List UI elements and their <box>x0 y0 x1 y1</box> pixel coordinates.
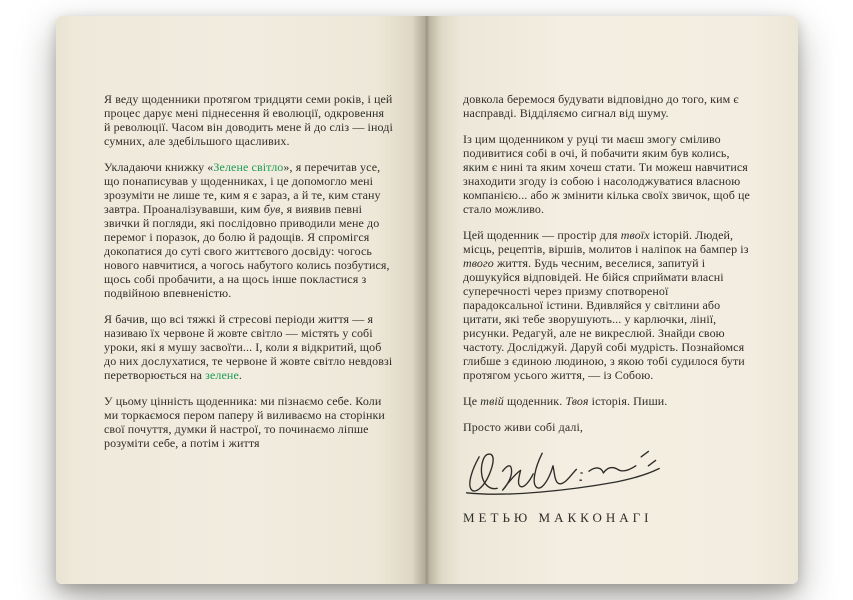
text-segment: , я виявив певні звички й погляди, які послідовно приводили мене до перемог і поразок, до болю й радощів. Я спромігся докопатися до суті свого життєвого досвіду: чогось нового навчитися, а чогось набутого колись позбутися, щось собі пробачити, а на щось інше покластися з подвійною впевненістю. <box>104 202 390 300</box>
text-segment: життя. Будь чесним, веселися, запитуй і дошукуйся відповідей. Не бійся сприймати власні суперечності через призму спотвореної парадоксальної істини. Вдивляйся у світлини або цитати, які тебе зворушують... у карлючки, лінії, рисунки. Редагуй, але не викреслюй. Знайди свою частоту. Досліджуй. Даруй собі мудрість. Познайомся глибше з єдиною людиною, з якою тобі судилося бути протягом усього життя, — із Собою. <box>463 256 745 382</box>
paragraph <box>104 160 393 300</box>
text-segment: історія. Пиши. <box>588 394 668 408</box>
text-segment: », я перечитав усе, що понаписував у щоденниках, і це допомогло мені зрозуміти не лише те, ким я є зараз, а й те, ким стану завтра. Проаналізувавши, ким <box>104 160 381 216</box>
text-segment: зелене <box>205 368 239 382</box>
open-book <box>56 16 798 584</box>
paragraph <box>104 394 393 450</box>
text-segment: . <box>238 368 242 382</box>
right-page-text <box>463 92 750 434</box>
text-segment: твого <box>463 256 494 270</box>
paragraph <box>463 420 750 434</box>
text-segment: Я веду щоденники протягом тридцяти семи років, і цей процес дарує мені піднесення й еволюції, одкровення й революції. Часом він доводить мене й до сліз — іноді сумних, але здебільшого щасливих. <box>104 92 393 148</box>
text-segment: довкола беремося будувати відповідно до того, ким є насправді. Відділяємо сигнал від шуму. <box>463 92 739 120</box>
left-page <box>56 16 427 584</box>
text-segment: Укладаючи книжку « <box>104 160 214 174</box>
text-segment: У цьому цінність щоденника: ми пізнаємо себе. Коли ми торкаємося пером паперу й виливаємо на сторінки свої почуття, думки й настрої, то починаємо ліпше розуміти себе, а потім і життя <box>104 394 385 450</box>
paragraph <box>463 394 750 408</box>
paragraph <box>463 228 750 382</box>
paragraph <box>463 132 750 216</box>
text-segment: Із цим щоденником у руці ти маєш змогу сміливо подивитися собі в очі, й побачити яким був колись, яким є нині та яким хочеш стати. Ти можеш навчитися знаходити згоду із собою і насолоджуватися власною компанією... або ж змінити кілька своїх звичок, щоб це стало можливо. <box>463 132 750 216</box>
text-segment: був <box>263 202 281 216</box>
text-segment: Зелене світло <box>213 160 284 174</box>
text-segment: Я бачив, що всі тяжкі й стресові періоди життя — я називаю їх червоне й жовте світло — містять у собі уроки, які я мушу засвоїти... І, коли я відкритий, щоб до них дослухатися, те червоне й жовте світло невдовзі перетворюється на <box>104 312 393 382</box>
left-page-text <box>104 92 393 450</box>
right-page <box>427 16 798 584</box>
text-segment: Твоя <box>565 394 589 408</box>
text-segment: щоденник. <box>503 394 566 408</box>
paragraph <box>463 92 750 120</box>
text-segment: історій. Людей, місць, рецептів, віршів, молитов і наліпок на бампер із <box>463 228 749 256</box>
signature-scribble <box>463 446 675 500</box>
text-segment: твій <box>480 394 504 408</box>
signature-block <box>463 446 750 526</box>
paragraph <box>104 312 393 382</box>
text-segment: Цей щоденник — простір для <box>463 228 621 242</box>
text-segment: твоїх <box>620 228 650 242</box>
paragraph <box>104 92 393 148</box>
text-segment: Це <box>463 394 481 408</box>
author-name: МЕТЬЮ МАККОНАГІ <box>463 510 653 525</box>
text-segment: Просто живи собі далі, <box>463 420 584 434</box>
